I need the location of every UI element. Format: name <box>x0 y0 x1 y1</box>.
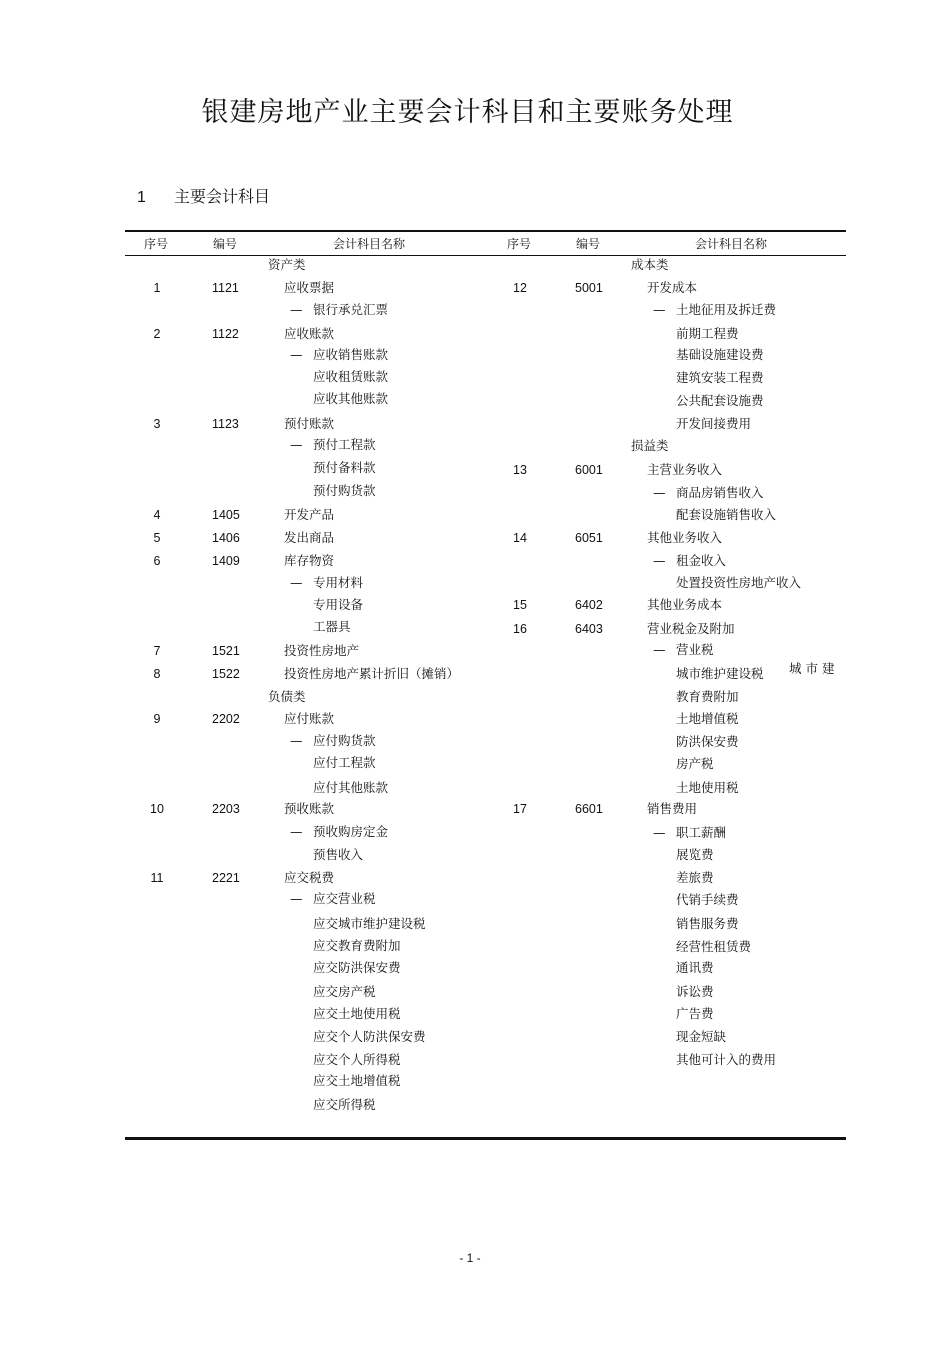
account-name: 应交城市维护建设税 <box>313 916 426 931</box>
row-dash: — <box>290 824 303 839</box>
account-name: 其他业务成本 <box>647 597 723 612</box>
account-name: 投资性房地产累计折旧（摊销） <box>284 666 460 681</box>
account-name: 广告费 <box>676 1006 714 1021</box>
row-seq: 7 <box>153 644 161 658</box>
table-bottom-rule <box>125 1137 846 1140</box>
account-name: 工器具 <box>313 619 351 634</box>
account-name: 商品房销售收入 <box>676 485 764 500</box>
header-code-left: 编号 <box>212 237 238 251</box>
header-name-left: 会计科目名称 <box>332 237 406 251</box>
account-name: 预付工程款 <box>313 437 376 452</box>
row-dash: — <box>653 642 666 657</box>
account-name: 代销手续费 <box>676 892 739 907</box>
account-name: 处置投资性房地产收入 <box>676 575 802 590</box>
row-code: 6403 <box>575 622 603 636</box>
section-label: 主要会计科目 <box>174 187 271 206</box>
account-name: 发出商品 <box>284 530 335 545</box>
account-name: 前期工程费 <box>676 326 739 341</box>
account-name: 开发成本 <box>647 280 698 295</box>
row-code: 6001 <box>575 463 603 477</box>
account-name: 库存物资 <box>284 553 335 568</box>
row-code: 1409 <box>212 554 240 568</box>
row-seq: 10 <box>150 802 164 816</box>
account-name: 诉讼费 <box>676 984 714 999</box>
account-name: 通讯费 <box>676 960 714 975</box>
category-label: 资产类 <box>268 257 306 272</box>
row-code: 2202 <box>212 712 240 726</box>
account-name: 教育费附加 <box>676 689 739 704</box>
category-label: 负债类 <box>268 689 306 704</box>
account-name: 土地使用税 <box>676 780 739 795</box>
account-name: 开发间接费用 <box>676 416 752 431</box>
account-name: 销售费用 <box>647 801 698 816</box>
account-name: 专用材料 <box>313 575 364 590</box>
category-label: 成本类 <box>631 257 669 272</box>
account-name: 应付购货款 <box>313 733 376 748</box>
account-name: 应收租赁账款 <box>313 369 389 384</box>
section-heading <box>137 184 270 207</box>
account-name: 营业税金及附加 <box>647 621 735 636</box>
row-seq: 11 <box>150 871 164 885</box>
account-name: 建筑安装工程费 <box>676 370 764 385</box>
row-code: 1121 <box>212 281 239 295</box>
account-name: 职工薪酬 <box>676 825 727 840</box>
row-code: 6601 <box>575 802 603 816</box>
row-code: 1123 <box>212 417 239 431</box>
account-name: 应收票据 <box>284 280 335 295</box>
row-seq: 16 <box>513 622 527 636</box>
row-code: 2221 <box>212 871 240 885</box>
row-dash: — <box>653 302 666 317</box>
account-name: 基础设施建设费 <box>676 347 764 362</box>
margin-note: 城 市 建 <box>789 661 835 676</box>
account-name: 投资性房地产 <box>284 643 360 658</box>
account-name: 应收其他账款 <box>313 391 389 406</box>
row-seq: 8 <box>153 667 161 681</box>
account-name: 预收账款 <box>284 801 335 816</box>
row-code: 1406 <box>212 531 240 545</box>
row-code: 5001 <box>575 281 603 295</box>
account-name: 土地增值税 <box>676 711 739 726</box>
account-name: 销售服务费 <box>676 916 739 931</box>
account-name: 应交土地增值税 <box>313 1073 401 1088</box>
account-name: 其他业务收入 <box>647 530 723 545</box>
account-name: 现金短缺 <box>676 1029 727 1044</box>
account-name: 应付其他账款 <box>313 780 389 795</box>
account-name: 其他可计入的费用 <box>676 1052 777 1067</box>
row-seq: 5 <box>153 531 161 545</box>
account-name: 展览费 <box>676 847 714 862</box>
row-seq: 4 <box>153 508 161 522</box>
header-seq-left: 序号 <box>143 237 169 251</box>
row-code: 1405 <box>212 508 240 522</box>
row-code: 6051 <box>575 531 603 545</box>
row-code: 2203 <box>212 802 240 816</box>
row-seq: 17 <box>513 802 527 816</box>
row-dash: — <box>290 733 303 748</box>
header-code-right: 编号 <box>575 237 601 251</box>
row-code: 1122 <box>212 327 239 341</box>
account-name: 专用设备 <box>313 597 364 612</box>
category-label: 损益类 <box>631 438 669 453</box>
header-seq-right: 序号 <box>506 237 532 251</box>
row-dash: — <box>290 575 303 590</box>
account-name: 应收销售账款 <box>313 347 389 362</box>
account-name: 应交所得税 <box>313 1097 376 1112</box>
account-name: 银行承兑汇票 <box>313 302 389 317</box>
row-seq: 2 <box>153 327 161 341</box>
account-name: 城市维护建设税 <box>676 666 764 681</box>
row-code: 1521 <box>212 644 240 658</box>
row-dash: — <box>653 485 666 500</box>
row-dash: — <box>290 302 303 317</box>
account-name: 应交土地使用税 <box>313 1006 401 1021</box>
row-seq: 13 <box>513 463 527 477</box>
table-header-rule <box>125 255 846 256</box>
row-seq: 1 <box>153 281 161 295</box>
account-name: 配套设施销售收入 <box>676 507 777 522</box>
account-name: 预售收入 <box>313 847 364 862</box>
account-name: 预付账款 <box>284 416 335 431</box>
row-dash: — <box>290 891 303 906</box>
header-name-right: 会计科目名称 <box>694 237 768 251</box>
row-dash: — <box>290 437 303 452</box>
account-name: 应交税费 <box>284 870 335 885</box>
page-title: 银建房地产业主要会计科目和主要账务处理 <box>201 97 734 128</box>
account-name: 应收账款 <box>284 326 335 341</box>
row-code: 1522 <box>212 667 240 681</box>
row-seq: 14 <box>513 531 527 545</box>
account-name: 预付购货款 <box>313 483 376 498</box>
row-dash: — <box>290 347 303 362</box>
account-name: 预收购房定金 <box>313 824 389 839</box>
row-seq: 9 <box>153 712 161 726</box>
row-dash: — <box>653 825 666 840</box>
row-dash: — <box>653 553 666 568</box>
row-code: 6402 <box>575 598 603 612</box>
account-name: 经营性租赁费 <box>676 939 752 954</box>
account-name: 营业税 <box>676 642 714 657</box>
table-top-rule <box>125 230 846 232</box>
account-name: 租金收入 <box>676 553 727 568</box>
row-seq: 12 <box>513 281 527 295</box>
account-name: 应交个人防洪保安费 <box>313 1029 426 1044</box>
account-name: 主营业务收入 <box>647 462 723 477</box>
account-name: 应付工程款 <box>313 755 376 770</box>
account-name: 开发产品 <box>284 507 335 522</box>
account-name: 预付备料款 <box>313 460 376 475</box>
section-number: 1 <box>137 189 146 206</box>
row-seq: 3 <box>153 417 161 431</box>
account-name: 应交教育费附加 <box>313 938 401 953</box>
page-number: - 1 - <box>459 1251 481 1265</box>
account-name: 土地征用及拆迁费 <box>676 302 777 317</box>
account-name: 应付账款 <box>284 711 335 726</box>
account-name: 差旅费 <box>676 870 714 885</box>
row-seq: 6 <box>153 554 161 568</box>
account-name: 应交个人所得税 <box>313 1052 401 1067</box>
row-seq: 15 <box>513 598 527 612</box>
account-name: 房产税 <box>676 756 714 771</box>
account-name: 公共配套设施费 <box>676 393 764 408</box>
account-name: 应交防洪保安费 <box>313 960 401 975</box>
account-name: 防洪保安费 <box>676 734 739 749</box>
account-name: 应交营业税 <box>313 891 376 906</box>
account-name: 应交房产税 <box>313 984 376 999</box>
